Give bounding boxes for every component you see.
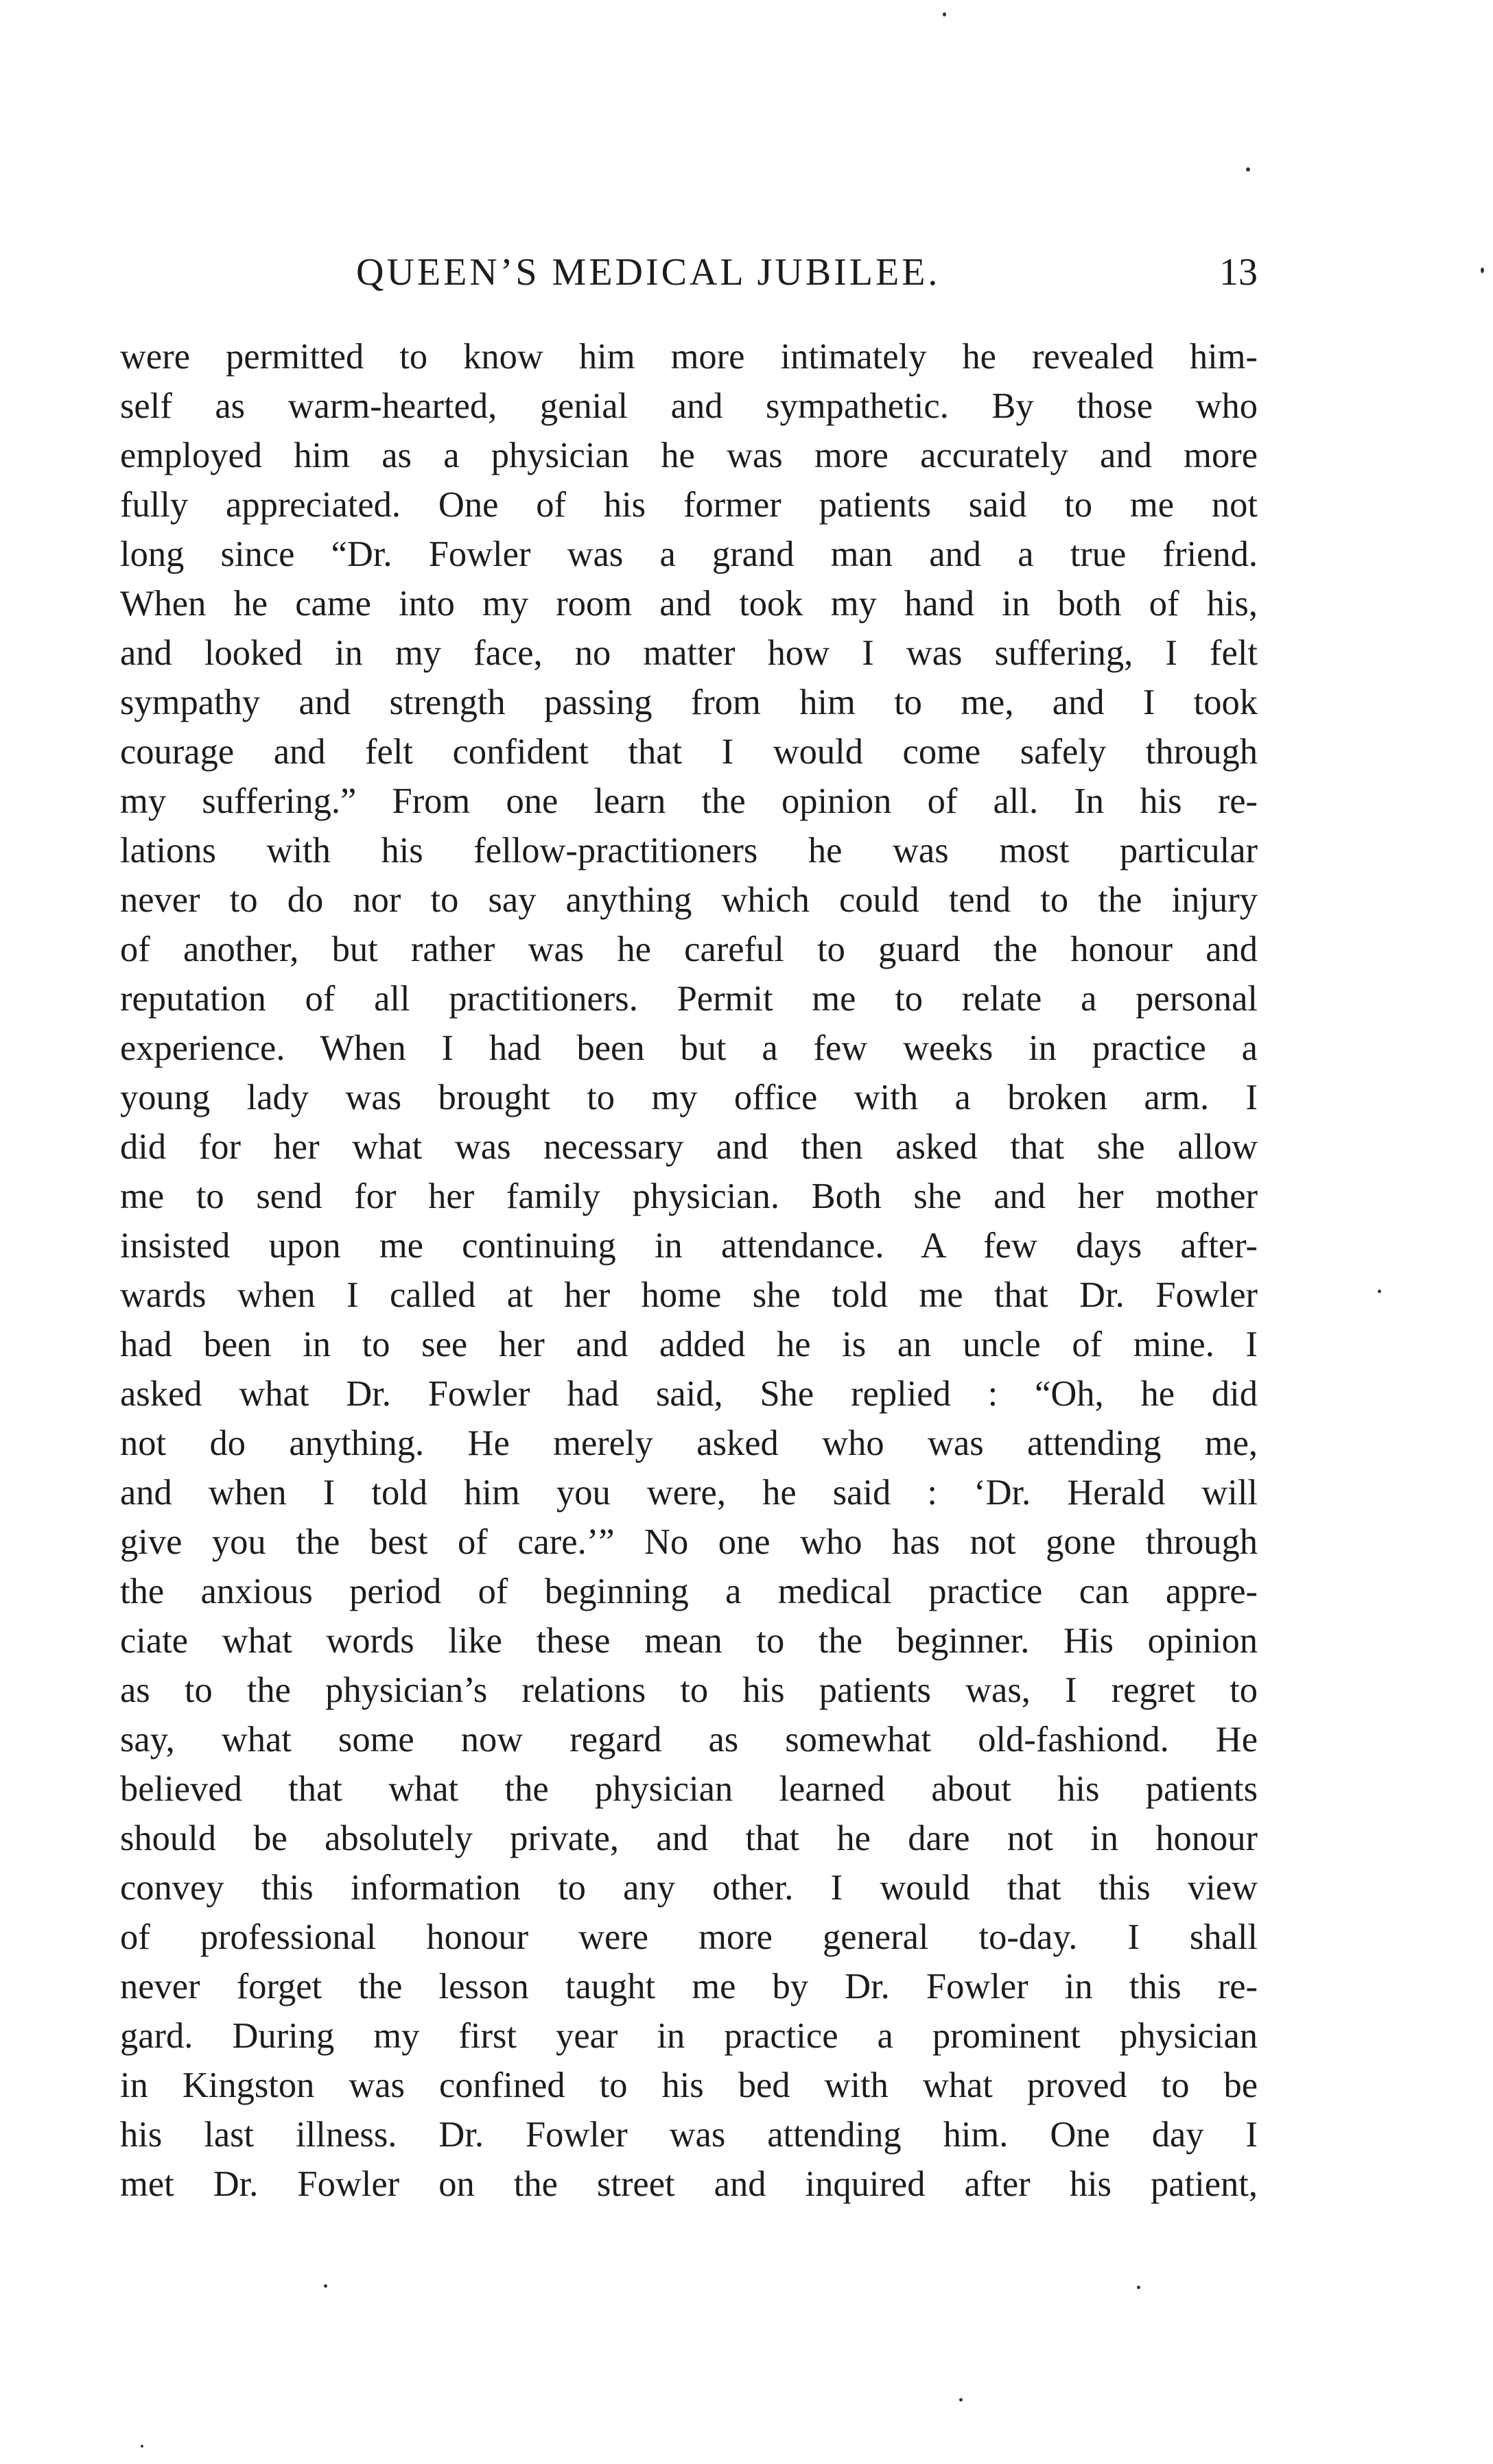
text-line: young lady was brought to my office with a broken arm. I — [120, 1078, 1258, 1117]
text-line: and looked in my face, no matter how I was suffering, I felt — [120, 633, 1258, 673]
text-line: had been in to see her and added he is an uncle of mine. I — [120, 1325, 1258, 1364]
text-line: employed him as a physician he was more accurately and more — [120, 436, 1258, 475]
scan-speck — [1246, 167, 1250, 171]
text-line: sympathy and strength passing from him to me, and I took — [120, 683, 1258, 722]
text-line: gard. During my first year in practice a prominent physician — [120, 2016, 1258, 2056]
text-line: convey this information to any other. I would that this view — [120, 1868, 1258, 1908]
scan-speck — [959, 2398, 963, 2402]
text-line: ciate what words like these mean to the beginner. His opinion — [120, 1621, 1258, 1661]
scan-speck — [141, 2445, 143, 2448]
scan-speck — [324, 2284, 327, 2288]
text-line: met Dr. Fowler on the street and inquired after his patient, — [120, 2164, 1258, 2204]
text-line: believed that what the physician learned about his patients — [120, 1769, 1258, 1809]
text-line: long since “Dr. Fowler was a grand man and a true friend. — [120, 534, 1258, 574]
text-line: self as warm-hearted, genial and sympathetic. By those who — [120, 386, 1258, 426]
text-line: insisted upon me continuing in attendance. A few days after- — [120, 1226, 1258, 1266]
running-head: QUEEN’S MEDICAL JUBILEE. — [356, 251, 941, 294]
text-line: his last illness. Dr. Fowler was attending him. One day I — [120, 2115, 1258, 2155]
body-text — [120, 332, 1258, 2209]
text-line: never forget the lesson taught me by Dr. Fowler in this re- — [120, 1967, 1258, 2006]
text-line: in Kingston was confined to his bed with what proved to be — [120, 2065, 1258, 2105]
text-line: of another, but rather was he careful to guard the honour and — [120, 929, 1258, 969]
text-line: courage and felt confident that I would come safely through — [120, 732, 1258, 772]
text-line: wards when I called at her home she told me that Dr. Fowler — [120, 1275, 1258, 1315]
text-line: When he came into my room and took my hand in both of his, — [120, 584, 1258, 624]
scan-speck — [1481, 268, 1484, 273]
text-line: and when I told him you were, he said : ‘Dr. Herald will — [120, 1473, 1258, 1513]
text-line: lations with his fellow-practitioners he was most particular — [120, 831, 1258, 870]
text-line: as to the physician’s relations to his patients was, I regret to — [120, 1670, 1258, 1710]
text-line: should be absolutely private, and that he dare not in honour — [120, 1819, 1258, 1858]
text-line: give you the best of care.’” No one who has not gone through — [120, 1522, 1258, 1562]
scan-speck — [943, 12, 946, 16]
scan-speck — [1137, 2286, 1140, 2289]
page-number: 13 — [1219, 251, 1258, 294]
text-line: did for her what was necessary and then asked that she allow — [120, 1127, 1258, 1167]
text-line: asked what Dr. Fowler had said, She replied : “Oh, he did — [120, 1374, 1258, 1414]
text-line: of professional honour were more general to-day. I shall — [120, 1917, 1258, 1957]
text-line: say, what some now regard as somewhat old-fashiond. He — [120, 1720, 1258, 1760]
text-line: never to do nor to say anything which could tend to the injury — [120, 880, 1258, 920]
text-line: my suffering.” From one learn the opinion of all. In his re- — [120, 781, 1258, 821]
page-header — [120, 248, 1258, 296]
text-line: were permitted to know him more intimately he revealed him- — [120, 337, 1258, 377]
text-line: experience. When I had been but a few weeks in practice a — [120, 1028, 1258, 1068]
text-line: not do anything. He merely asked who was attending me, — [120, 1423, 1258, 1463]
scan-speck — [1378, 1290, 1381, 1293]
text-line: reputation of all practitioners. Permit me to relate a personal — [120, 979, 1258, 1019]
text-line: the anxious period of beginning a medical practice can appre- — [120, 1572, 1258, 1611]
text-line: me to send for her family physician. Both she and her mother — [120, 1176, 1258, 1216]
text-line: fully appreciated. One of his former patients said to me not — [120, 485, 1258, 525]
